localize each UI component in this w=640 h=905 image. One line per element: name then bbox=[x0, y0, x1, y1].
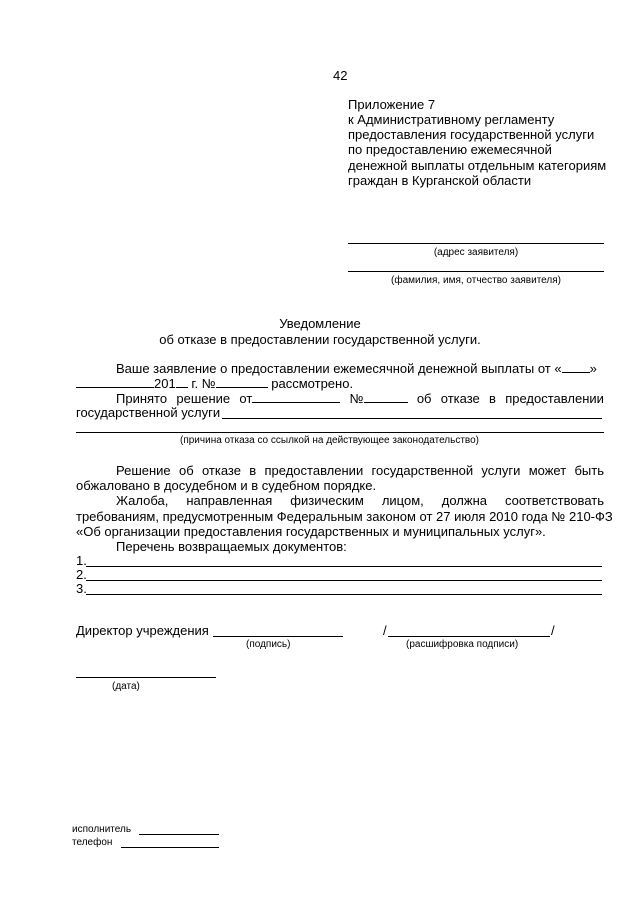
slash-left: / bbox=[383, 623, 387, 638]
signature-caption: (подпись) bbox=[246, 639, 291, 650]
decoding-caption: (расшифровка подписи) bbox=[406, 639, 519, 650]
name-line bbox=[348, 271, 604, 272]
p2-word: Принято bbox=[116, 391, 168, 406]
doc-line bbox=[86, 566, 602, 567]
p1-quote-close: » bbox=[589, 361, 597, 376]
p1-year-blank bbox=[176, 375, 188, 388]
doc-line bbox=[86, 580, 602, 581]
p4-line3: «Об организации предоставления государственных и муниципальных услуг». bbox=[76, 524, 546, 539]
p2-word: от bbox=[239, 391, 253, 406]
p2-service-blank bbox=[222, 418, 602, 419]
notice-title: Уведомление bbox=[279, 316, 361, 331]
executor-label: исполнитель bbox=[72, 824, 132, 835]
p2-number-blank bbox=[364, 390, 408, 403]
date-caption: (дата) bbox=[112, 681, 140, 692]
signature-line bbox=[213, 636, 343, 637]
p2-date-group bbox=[239, 390, 340, 406]
doc-number: 3. bbox=[76, 581, 87, 596]
director-label: Директор учреждения bbox=[76, 623, 209, 638]
address-line bbox=[348, 243, 604, 244]
address-caption: (адрес заявителя) bbox=[433, 247, 519, 258]
p1-start: Ваше заявление о предоставлении ежемесячной денежной выплаты от « bbox=[116, 361, 562, 376]
p3-line1: Решение об отказе в предоставлении государственной услуги может быть bbox=[116, 463, 604, 478]
p2-word: отказе bbox=[440, 391, 480, 406]
p2-line2: государственной услуги bbox=[76, 405, 221, 420]
p2-word: в bbox=[489, 391, 496, 406]
p4-line1: Жалоба, направленная физическим лицом, должна соответствовать bbox=[116, 493, 604, 508]
executor-line bbox=[139, 834, 219, 835]
appendix-line: денежной выплаты отдельным категориям bbox=[348, 158, 607, 173]
p1-g: г. № bbox=[191, 376, 216, 391]
appendix-line: граждан в Курганской области bbox=[348, 173, 532, 188]
doc-line bbox=[86, 594, 602, 595]
appendix-line: предоставления государственной услуги bbox=[348, 127, 595, 142]
docs-title: Перечень возвращаемых документов: bbox=[116, 539, 347, 554]
appendix-line: к Административному регламенту bbox=[348, 112, 555, 127]
p2-word: об bbox=[416, 391, 432, 406]
p2-date-blank bbox=[252, 390, 340, 403]
reason-caption: (причина отказа со ссылкой на действующее законодательство) bbox=[180, 435, 480, 446]
p4-line2: требованиям, предусмотренным Федеральным законом от 27 июля 2010 года № 210-ФЗ bbox=[76, 509, 613, 524]
name-caption: (фамилия, имя, отчество заявителя) bbox=[391, 275, 561, 286]
p2-word: предоставлении bbox=[505, 391, 604, 406]
p1-line1 bbox=[116, 360, 597, 376]
p2-line1 bbox=[116, 390, 604, 406]
p1-number-blank bbox=[216, 375, 268, 388]
p1-month-blank bbox=[76, 375, 154, 388]
decoding-line bbox=[388, 636, 550, 637]
phone-line bbox=[121, 847, 219, 848]
appendix-title: Приложение 7 bbox=[348, 97, 436, 112]
p1-line2 bbox=[76, 375, 353, 391]
notice-subtitle: об отказе в предоставлении государственной услуги. bbox=[159, 332, 481, 347]
p2-num-group bbox=[350, 390, 408, 406]
p1-day-blank bbox=[562, 360, 590, 373]
p1-end: рассмотрено. bbox=[271, 376, 354, 391]
p3-line2: обжаловано в досудебном и в судебном порядке. bbox=[76, 478, 377, 493]
date-line bbox=[76, 677, 216, 678]
doc-number: 2. bbox=[76, 567, 87, 582]
p1-year: 201 bbox=[154, 376, 176, 391]
appendix-line: по предоставлению ежемесячной bbox=[348, 142, 552, 157]
p2-num: № bbox=[349, 391, 364, 406]
reason-line bbox=[76, 432, 604, 433]
page-number: 42 bbox=[333, 68, 348, 83]
doc-number: 1. bbox=[76, 553, 87, 568]
phone-label: телефон bbox=[72, 837, 113, 848]
p2-word: решение bbox=[176, 391, 231, 406]
slash-right: / bbox=[551, 623, 555, 638]
